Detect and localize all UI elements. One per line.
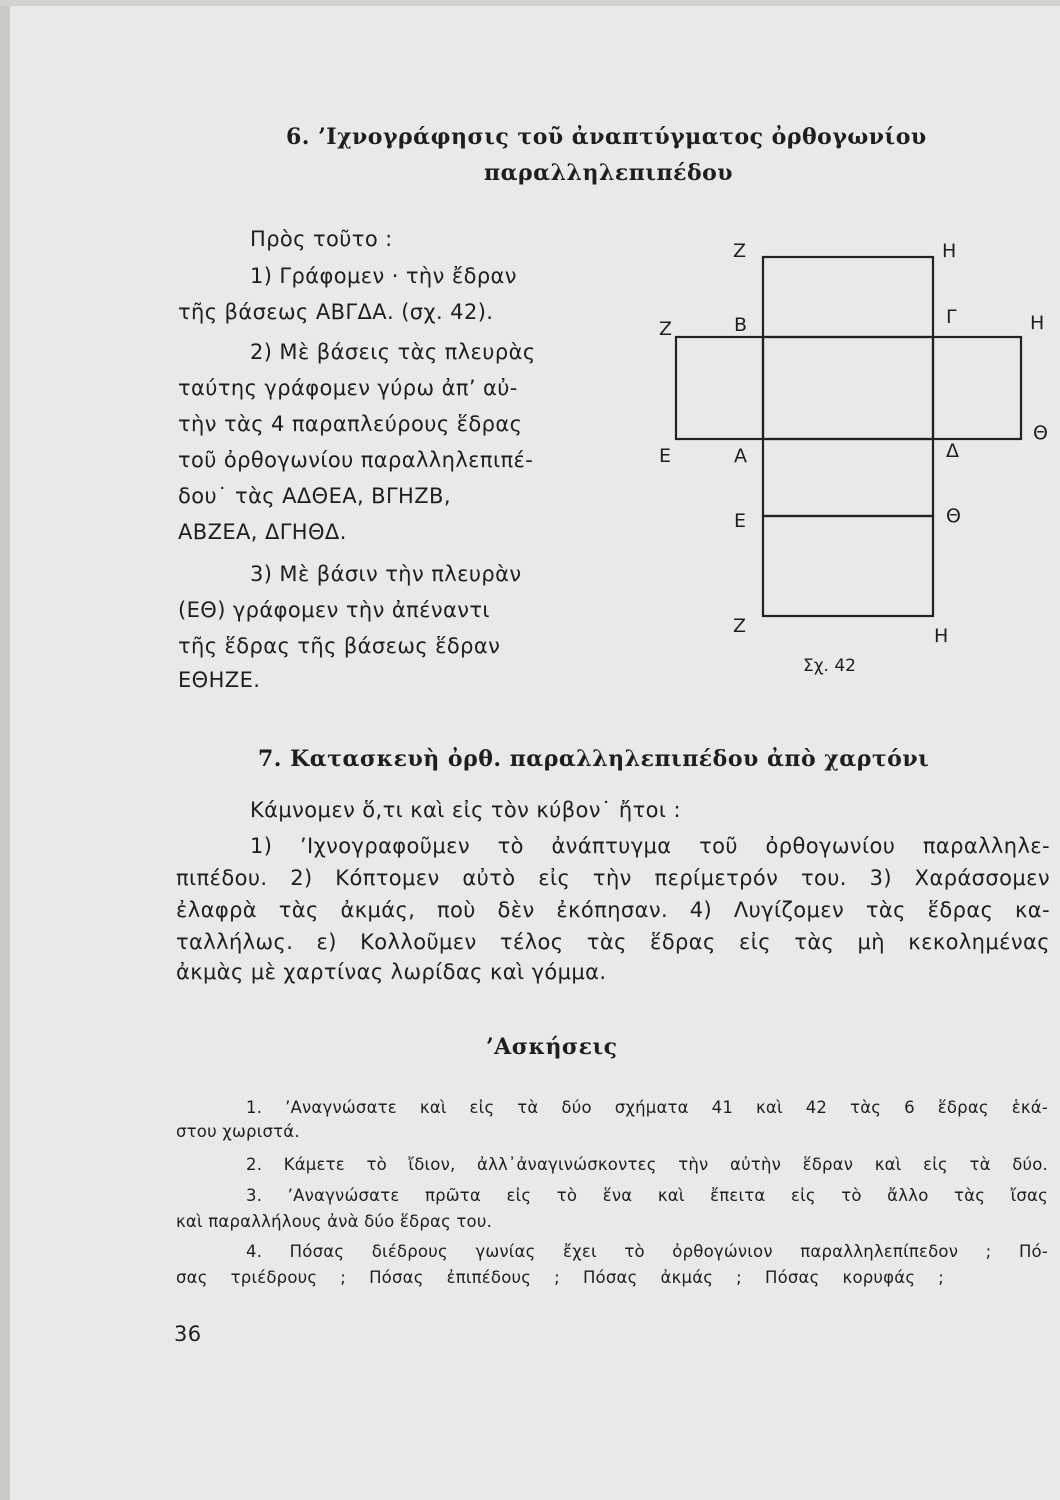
section7-line-4: ἀκμὰς μὲ χαρτίνας λωρίδας καὶ γόμμα. — [176, 960, 607, 984]
label-b: Β — [734, 314, 748, 336]
section6-line-6: τοῦ ὀρθογωνίου παραλληλεπιπέ- — [178, 448, 534, 472]
section6-line-2: τῆς βάσεως ΑΒΓΔΑ. (σχ. 42). — [178, 300, 494, 324]
section6-line-5: τὴν τὰς 4 παραπλεύρους ἕδρας — [178, 412, 523, 436]
section6-line-0: Πρὸς τοῦτο : — [250, 227, 393, 251]
section7-line-2: ἐλαφρὰ τὰς ἀκμάς, ποὺ δὲν ἐκόπησαν. 4) Λυγίζομεν τὰς ἕδρας κα- — [176, 898, 1050, 922]
exercise-line-1: στου χωριστά. — [176, 1122, 300, 1141]
label-h-bottom: Η — [934, 625, 949, 647]
section6-line-12: ΕΘΗΖΕ. — [178, 668, 261, 692]
section6-title-line2: παραλληλεπιπέδου — [484, 160, 734, 186]
face-ethhz — [763, 516, 933, 616]
label-th-right: Θ — [1033, 422, 1048, 444]
exercise-line-0: 1. ’Αναγνώσατε καὶ εἰς τὰ δύο σχήματα 41 καὶ 42 τὰς 6 ἕδρας ἑκά- — [246, 1098, 1048, 1117]
label-z-left: Ζ — [659, 318, 673, 340]
section7-line-0: 1) ’Ιχνογραφοῦμεν τὸ ἀνάπτυγμα τοῦ ὀρθογωνίου παραλληλε- — [250, 834, 1050, 858]
label-a: Α — [734, 445, 747, 467]
exercise-line-6: σας τριέδρους ; Πόσας ἐπιπέδους ; Πόσας ἀκμάς ; Πόσας κορυφάς ; — [176, 1268, 944, 1287]
section6-line-10: (ΕΘ) γράφομεν τὴν ἀπέναντι — [178, 598, 490, 622]
face-adthe — [763, 439, 933, 516]
exercise-line-2: 2. Κάμετε τὸ ἴδιον, ἀλλ᾽ἀναγινώσκοντες τὴν αὐτὴν ἕδραν καὶ εἰς τὰ δύο. — [246, 1155, 1048, 1174]
section6-line-11: τῆς ἕδρας τῆς βάσεως ἕδραν — [178, 634, 501, 658]
exercises-title: ’Ασκήσεις — [486, 1034, 618, 1060]
section6-line-1: 1) Γράφομεν · τὴν ἔδραν — [250, 264, 517, 288]
label-h-right: Η — [1030, 312, 1045, 334]
section6-line-3: 2) Μὲ βάσεις τὰς πλευρὰς — [250, 340, 536, 364]
face-abze — [676, 337, 763, 439]
section7-line-3: ταλλήλως. ε) Κολλοῦμεν τέλος τὰς ἕδρας εἰς τὰς μὴ κεκολημένας — [176, 930, 1050, 954]
figure-caption: Σχ. 42 — [803, 656, 857, 676]
label-e-left: Ε — [659, 445, 672, 467]
section6-title-line1: 6. ’Ιχνογράφησις τοῦ ἀναπτύγματος ὀρθογωνίου — [286, 124, 927, 150]
label-g: Γ — [946, 306, 957, 328]
exercise-line-3: 3. ’Αναγνώσατε πρῶτα εἰς τὸ ἕνα καὶ ἔπειτα εἰς τὸ ἄλλο τὰς ἴσας — [246, 1186, 1048, 1205]
face-bghz — [763, 257, 933, 337]
section7-line-1: πιπέδου. 2) Κόπτομεν αὐτὸ εἰς τὴν περίμετρόν του. 3) Χαράσσομεν — [176, 866, 1050, 890]
face-dghth — [933, 337, 1021, 439]
page-number: 36 — [174, 1322, 202, 1346]
label-th-mid: Θ — [946, 505, 961, 527]
label-z-bottom: Ζ — [733, 615, 747, 637]
section6-line-8: ΑΒΖΕΑ, ΔΓΗΘΔ. — [178, 520, 347, 544]
section7-intro: Κάμνομεν ὅ,τι καὶ εἰς τὸν κύβον˙ ἤτοι : — [250, 798, 681, 822]
label-h-top: Η — [942, 240, 957, 262]
label-e-mid: Ε — [734, 510, 747, 532]
label-z-top: Ζ — [733, 240, 747, 262]
section6-line-4: ταύτης γράφομεν γύρω ἀπ’ αὐ- — [178, 376, 518, 400]
exercise-line-4: καὶ παραλλήλους ἀνὰ δύο ἕδρας του. — [176, 1212, 493, 1231]
section6-line-7: δου˙ τὰς ΑΔΘΕΑ, ΒΓΗΖΒ, — [178, 484, 451, 508]
face-abgd-base — [763, 337, 933, 439]
exercise-line-5: 4. Πόσας διέδρους γωνίας ἔχει τὸ ὀρθογώνιον παραλληλεπίπεδον ; Πό- — [246, 1242, 1048, 1261]
section7-title: 7. Κατασκευὴ ὀρθ. παραλληλεπιπέδου ἀπὸ χαρτόνι — [258, 746, 930, 772]
label-d: Δ — [946, 440, 959, 462]
section6-line-9: 3) Μὲ βάσιν τὴν πλευρὰν — [250, 562, 522, 586]
